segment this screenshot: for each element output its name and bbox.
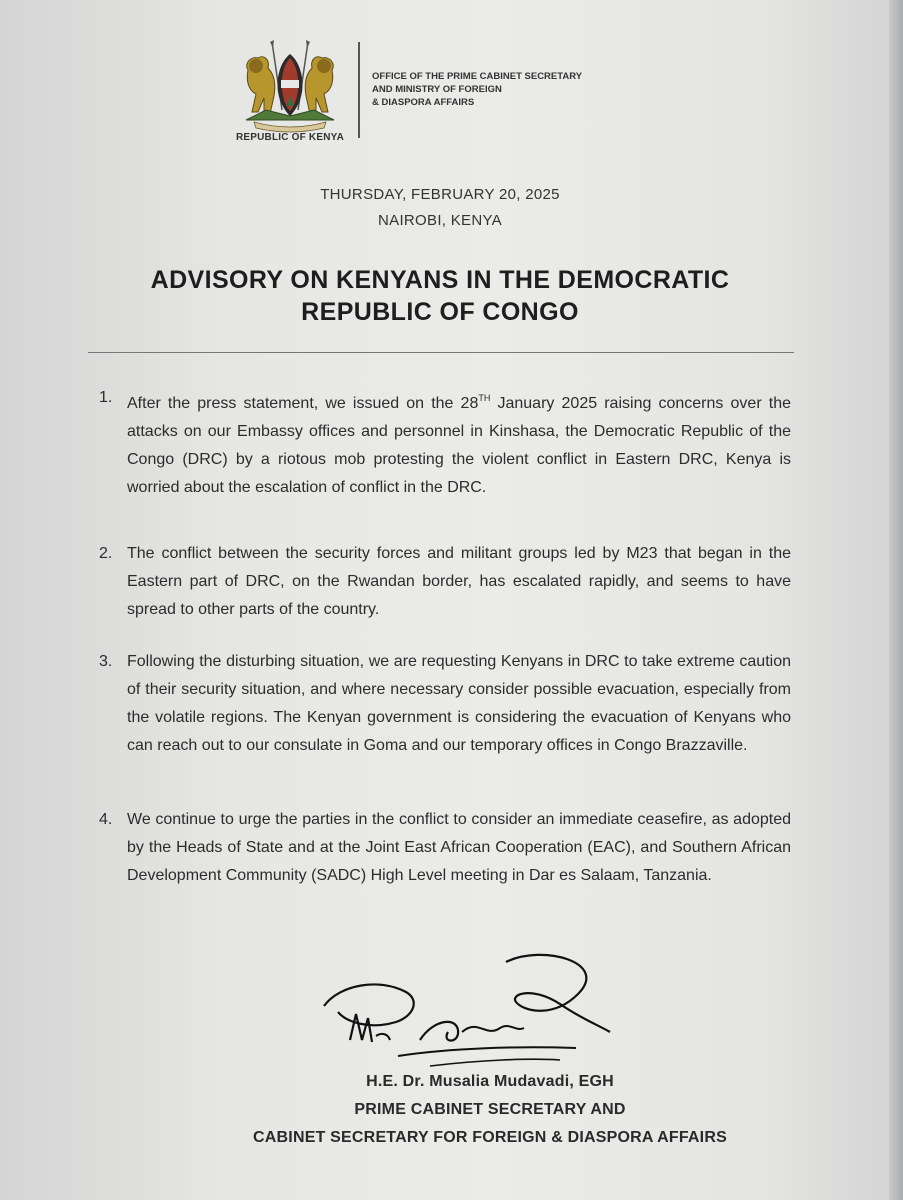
paragraph-3: [99, 648, 791, 760]
paragraph-text: January 2025 raising concerns over the attacks on our Embassy offices and personnel in Kinshasa, the Democratic Republic of the Congo (DRC) by a riotous mob protesting the violent conflict in Eastern DRC, Kenya is worried about the escalation of conflict in the DRC.: [127, 395, 792, 496]
paragraph-number: 3.: [99, 653, 113, 670]
paragraph-4: [99, 806, 791, 890]
republic-label: REPUBLIC OF KENYA: [235, 132, 345, 143]
place: NAIROBI, KENYA: [378, 212, 502, 229]
paragraph-number: 2.: [99, 545, 113, 562]
signatory-name: H.E. Dr. Musalia Mudavadi, EGH: [366, 1073, 614, 1090]
paragraph-text: We continue to urge the parties in the conflict to consider an immediate ceasefire, as adopted by the Heads of State and at the Joint East African Cooperation (EAC), and Southern African Development Community (SADC) High Level meeting in Dar es Salaam, Tanzania.: [127, 811, 791, 884]
office-line: & DIASPORA AFFAIRS: [372, 97, 475, 108]
paragraph-text: The conflict between the security forces and militant groups led by M23 that began in the Eastern part of DRC, on the Rwandan border, has escalated rapidly, and seems to have spread to other parts of the country.: [127, 545, 791, 618]
letterhead-divider: [358, 42, 360, 138]
signatory-block: [160, 1068, 820, 1152]
paragraph-2: [99, 540, 791, 624]
handwritten-signature: [310, 948, 630, 1076]
signatory-title: PRIME CABINET SECRETARY AND: [354, 1101, 626, 1118]
ordinal-superscript: TH: [478, 393, 491, 403]
paragraph-number: 1.: [99, 389, 113, 406]
coat-of-arms-emblem: [236, 40, 344, 136]
date: THURSDAY, FEBRUARY 20, 2025: [320, 186, 560, 203]
title-line: ADVISORY ON KENYANS IN THE DEMOCRATIC: [150, 266, 730, 294]
page-edge: [889, 0, 903, 1200]
document-title: [60, 264, 820, 328]
paragraph-1: [99, 384, 792, 502]
office-line: OFFICE OF THE PRIME CABINET SECRETARY: [372, 71, 583, 82]
letterhead: [0, 0, 903, 160]
paragraph-text: After the press statement, we issued on the 28: [127, 395, 479, 412]
paragraph-text: Following the disturbing situation, we are requesting Kenyans in DRC to take extreme caution of their security situation, and where necessary consider possible evacuation, especially from the volatile regions. The Kenyan government is considering the evacuation of Kenyans who can reach out to our consulate in Goma and our temporary offices in Congo Brazzaville.: [127, 653, 791, 754]
paragraph-number: 4.: [99, 811, 113, 828]
office-name: [372, 70, 652, 109]
title-rule: [88, 352, 794, 353]
signatory-title: CABINET SECRETARY FOR FOREIGN & DIASPORA AFFAIRS: [253, 1129, 727, 1146]
office-line: AND MINISTRY OF FOREIGN: [372, 84, 502, 95]
dateline: [200, 182, 680, 234]
title-line: REPUBLIC OF CONGO: [301, 298, 579, 326]
